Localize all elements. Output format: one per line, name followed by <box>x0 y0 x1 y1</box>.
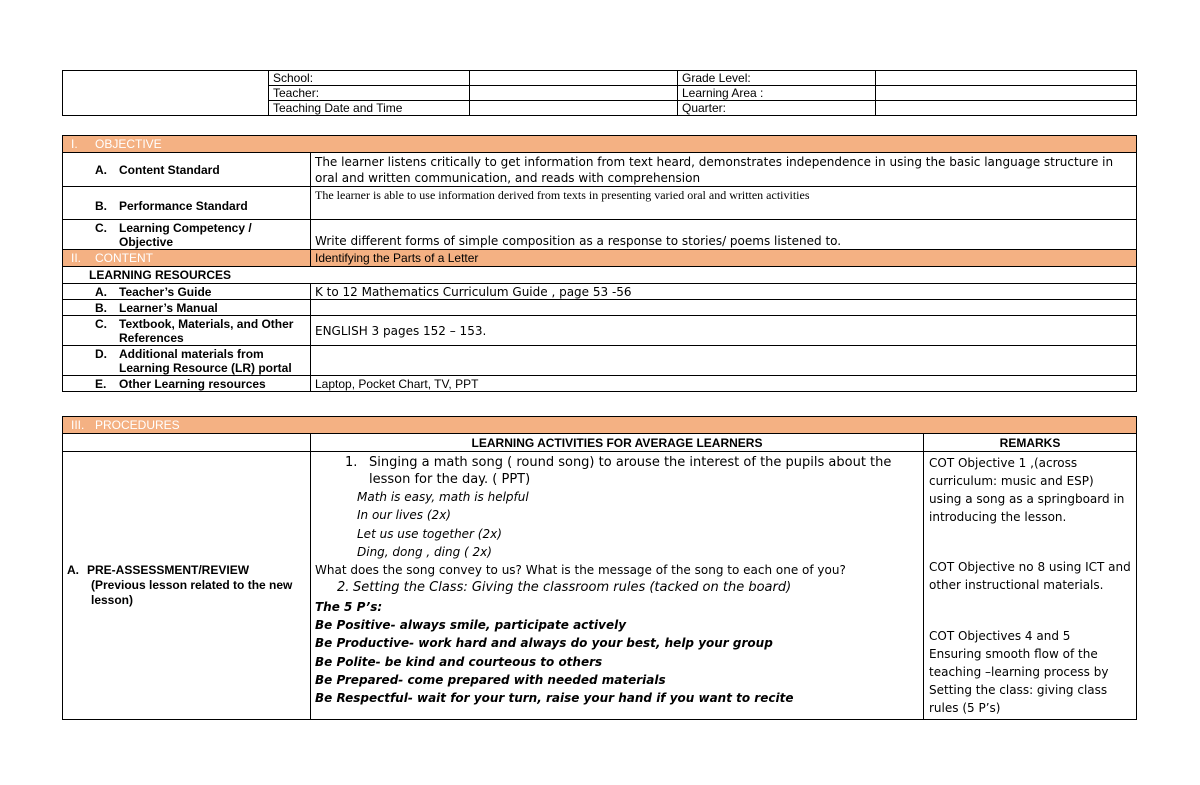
additional-materials-value <box>311 346 1137 376</box>
song-line: Let us use together (2x) <box>357 526 502 541</box>
song-line: Math is easy, math is helpful <box>357 490 529 504</box>
area-label: Learning Area : <box>678 86 876 101</box>
teacher-value[interactable] <box>470 86 678 101</box>
school-value[interactable] <box>470 71 678 86</box>
pre-assessment-subtitle: (Previous lesson related to the new lesson) <box>91 578 293 607</box>
learners-manual-value <box>311 300 1137 316</box>
teacher-label: Teacher: <box>269 86 470 101</box>
remark-4: COT Objectives 4 and 5 <box>929 629 1071 643</box>
rule-item: Be Respectful- wait for your turn, raise your hand if you want to recite <box>315 691 794 706</box>
textbook-value: ENGLISH 3 pages 152 – 153. <box>311 316 1137 346</box>
content-section-header: II. CONTENT <box>63 250 311 267</box>
procedures-section-header: III. PROCEDURES <box>63 417 1137 434</box>
textbook-label: C. Textbook, Materials, and Other References <box>63 316 311 346</box>
content-standard-value: The learner listens critically to get information from text heard, demonstrates independence in using the basic language structure in oral and written communication, and reads with comprehension <box>311 153 1137 187</box>
song-line: Ding, dong , ding ( 2x) <box>357 544 492 559</box>
other-resources-label: E. Other Learning resources <box>63 376 311 392</box>
song-question: What does the song convey to us? What is the message of the song to each one of you? <box>315 563 846 578</box>
quarter-value[interactable] <box>876 101 1137 116</box>
learning-resources-heading: LEARNING RESOURCES <box>63 267 1137 284</box>
date-value[interactable] <box>470 101 678 116</box>
rule-item: Be Positive- always smile, participate actively <box>315 618 627 633</box>
logo-cell <box>63 71 269 116</box>
remark-5: Ensuring smooth flow of the teaching –learning process by Setting the class: giving class rules (5 P’s) <box>929 647 1109 715</box>
header-table <box>62 70 1137 116</box>
procedures-table <box>62 416 1137 720</box>
activities-cell <box>311 452 924 720</box>
area-value[interactable] <box>876 86 1137 101</box>
remarks-column-header: REMARKS <box>924 434 1137 452</box>
remark-1: COT Objective 1 ,(across curriculum: music and ESP) <box>929 456 1094 488</box>
remarks-cell <box>924 452 1137 720</box>
additional-materials-label: D. Additional materials from Learning Resource (LR) portal <box>63 346 311 376</box>
rules-heading: The 5 P’s: <box>315 599 383 614</box>
activities-column-header: LEARNING ACTIVITIES FOR AVERAGE LEARNERS <box>311 434 924 452</box>
quarter-label: Quarter: <box>678 101 876 116</box>
learners-manual-label: B. Learner’s Manual <box>63 300 311 316</box>
content-value: Identifying the Parts of a Letter <box>311 250 1137 267</box>
activity-2: 2. Setting the Class: Giving the classroom rules (tacked on the board) <box>337 580 792 596</box>
procedures-blank-head <box>63 434 311 452</box>
performance-standard-label: B. Performance Standard <box>63 187 311 220</box>
objective-section-header: I. OBJECTIVE <box>63 136 1137 153</box>
teachers-guide-value: K to 12 Mathematics Curriculum Guide , page 53 -56 <box>311 284 1137 300</box>
activity-1: 1. Singing a math song ( round song) to arouse the interest of the pupils about the lesson for the day. ( PPT) <box>345 455 892 487</box>
objective-table <box>62 135 1137 392</box>
teachers-guide-label: A. Teacher’s Guide <box>63 284 311 300</box>
competency-value: Write different forms of simple composition as a response to stories/ poems listened to. <box>311 220 1137 250</box>
other-resources-value: Laptop, Pocket Chart, TV, PPT <box>311 376 1137 392</box>
grade-value[interactable] <box>876 71 1137 86</box>
date-label: Teaching Date and Time <box>269 101 470 116</box>
pre-assessment-label: A. PRE-ASSESSMENT/REVIEW (Previous lesson related to the new lesson) <box>63 452 311 720</box>
rule-item: Be Polite- be kind and courteous to others <box>315 654 603 669</box>
remark-2: using a song as a springboard in introducing the lesson. <box>929 492 1125 524</box>
competency-label: C. Learning Competency / Objective <box>63 220 311 250</box>
pre-assessment-title: PRE-ASSESSMENT/REVIEW <box>87 563 250 577</box>
grade-label: Grade Level: <box>678 71 876 86</box>
performance-standard-value: The learner is able to use information derived from texts in presenting varied oral and written activities <box>311 187 1137 220</box>
song-line: In our lives (2x) <box>357 508 451 523</box>
content-standard-label: A. Content Standard <box>63 153 311 187</box>
rule-item: Be Productive- work hard and always do your best, help your group <box>315 636 773 651</box>
remark-3: COT Objective no 8 using ICT and other instructional materials. <box>929 560 1131 592</box>
rule-item: Be Prepared- come prepared with needed materials <box>315 672 666 687</box>
school-label: School: <box>269 71 470 86</box>
